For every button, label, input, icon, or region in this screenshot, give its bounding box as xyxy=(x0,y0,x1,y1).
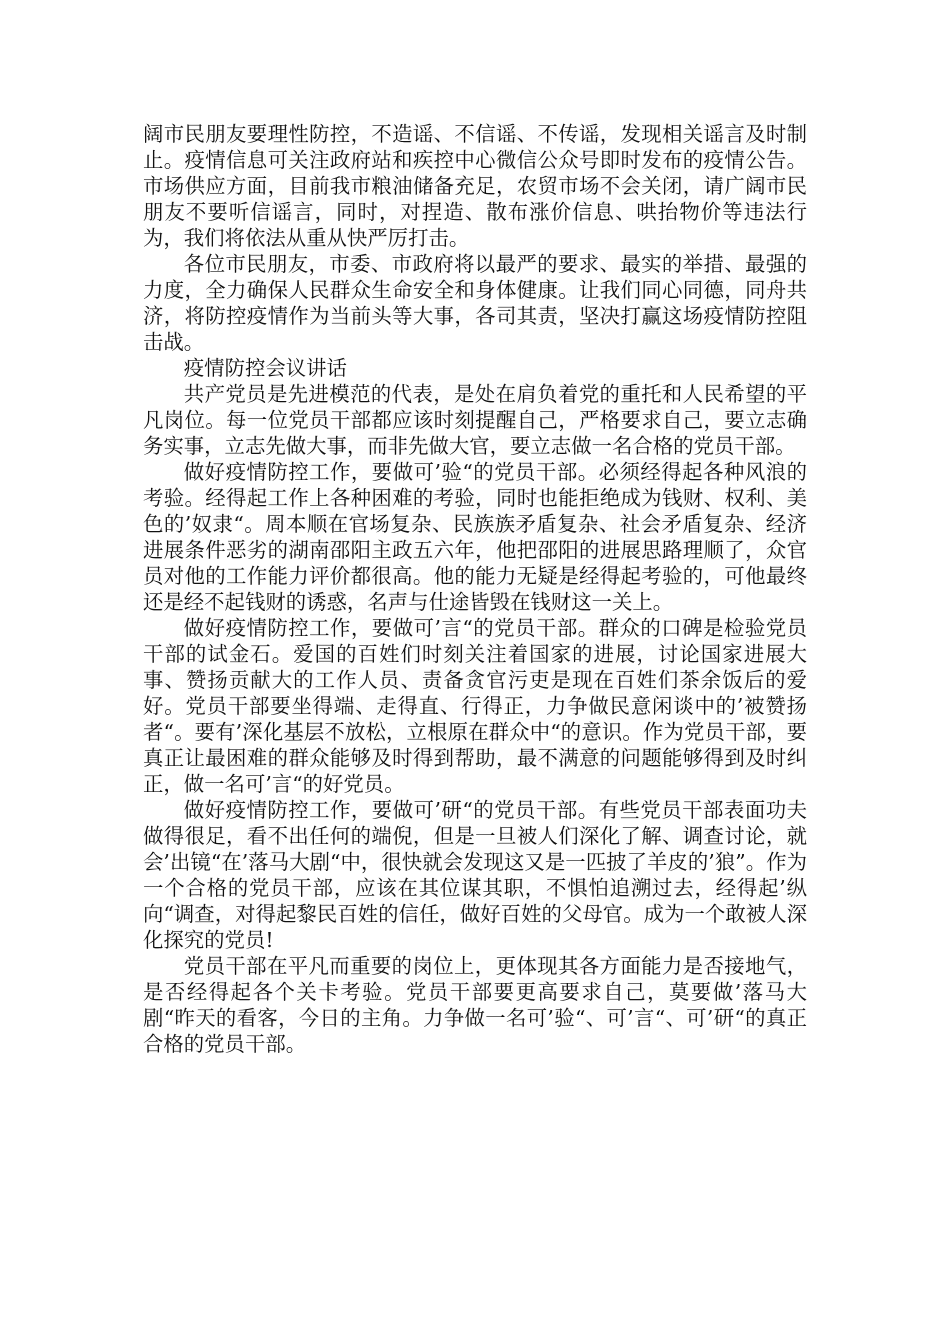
paragraph-researchable: 做好疫情防控工作，要做可’研“的党员干部。有些党员干部表面功夫做得很足，看不出任何的端倪，但是一旦被人们深化了解、调查讨论，就会’出镜“在’落马大剧“中，很快就会发现这又是一匹披了羊皮的’狼”。作为一个合格的党员干部，应该在其位谋其职，不惧怕追溯过去，经得起’纵向“调查，对得起黎民百姓的信任，做好百姓的父母官。成为一个敢被人深化探究的党员! xyxy=(143,798,807,952)
paragraph-intro: 共产党员是先进模范的代表，是处在肩负着党的重托和人民希望的平凡岗位。每一位党员干部都应该时刻提醒自己，严格要求自己，要立志确务实事，立志先做大事，而非先做大官，要立志做一名合格的党员干部。 xyxy=(143,382,807,458)
document-page xyxy=(143,121,807,1057)
paragraph-appeal: 各位市民朋友，市委、市政府将以最严的要求、最实的举措、最强的力度，全力确保人民群众生命安全和身体健康。让我们同心同德，同舟共济，将防控疫情作为当前头等大事，各司其责，坚决打赢这场疫情防控阻击战。 xyxy=(143,252,807,354)
section-heading: 疫情防控会议讲话 xyxy=(183,356,347,380)
paragraph-praiseworthy: 做好疫情防控工作，要做可’言“的党员干部。群众的口碑是检验党员干部的试金石。爱国的百姓们时刻关注着国家的进展，讨论国家进展大事、赞扬贡献大的工作人员、责备贪官污吏是现在百姓们茶余饭后的爱好。党员干部要坐得端、走得直、行得正，力争做民意闲谈中的’被赞扬者“。要有’深化基层不放松，立根原在群众中“的意识。作为党员干部，要真正让最困难的群众能够及时得到帮助，最不满意的问题能够得到及时纠正，做一名可’言“的好党员。 xyxy=(143,616,807,796)
paragraph-conclusion: 党员干部在平凡而重要的岗位上，更体现其各方面能力是否接地气，是否经得起各个关卡考验。党员干部要更高要求自己，莫要做’落马大剧“昨天的看客，今日的主角。力争做一名可’验“、可’言“、可’研“的真正合格的党员干部。 xyxy=(143,954,807,1056)
paragraph-verifiable: 做好疫情防控工作，要做可’验“的党员干部。必须经得起各种风浪的考验。经得起工作上各种困难的考验，同时也能拒绝成为钱财、权利、美色的’奴隶“。周本顺在官场复杂、民族族矛盾复杂、社会矛盾复杂、经济进展条件恶劣的湖南邵阳主政五六年，他把邵阳的进展思路理顺了，众官员对他的工作能力评价都很高。他的能力无疑是经得起考验的，可他最终还是经不起钱财的诱惑，名声与仕途皆毁在钱财这一关上。 xyxy=(143,460,807,614)
paragraph-continued: 阔市民朋友要理性防控，不造谣、不信谣、不传谣，发现相关谣言及时制止。疫情信息可关注政府站和疾控中心微信公众号即时发布的疫情公告。市场供应方面，目前我市粮油储备充足，农贸市场不会关闭，请广阔市民朋友不要听信谣言，同时，对捏造、散布涨价信息、哄抬物价等违法行为，我们将依法从重从快严厉打击。 xyxy=(143,122,807,250)
